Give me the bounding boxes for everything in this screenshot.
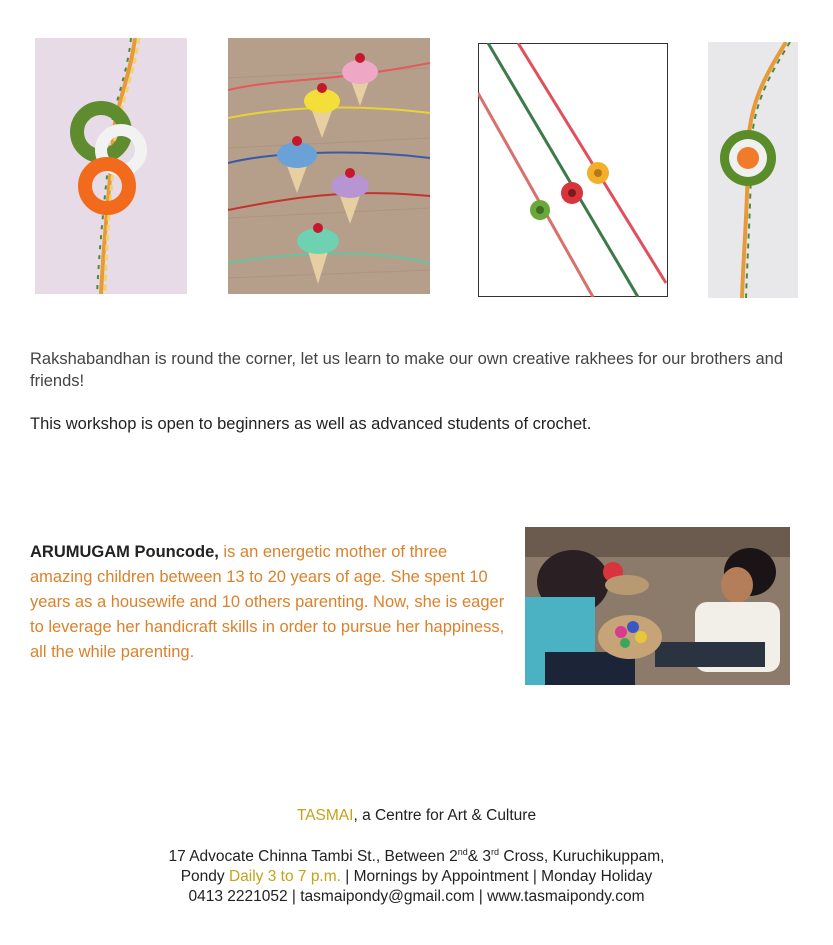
schedule-text: | Mornings by Appointment | Monday Holiday xyxy=(340,868,653,885)
intro-paragraph: Rakshabandhan is round the corner, let us learn to make our own creative rakhees for our brothers and friends! xyxy=(30,350,784,390)
brand-tagline: , a Centre for Art & Culture xyxy=(353,807,537,824)
hours-text: Daily 3 to 7 p.m. xyxy=(228,868,341,885)
photo-flower-rakhees-threads xyxy=(478,43,668,297)
address-text: 17 Advocate Chinna Tambi St., Between 2 xyxy=(168,848,458,865)
instructor-bio-text: is an energetic mother of three amazing children between 13 to 20 years of age. She spent 10 years as a housewife and 10 others parenting. Now, she is eager to leverage her handicraft skills in order to pursue her happiness, all the while parenting. xyxy=(30,543,505,661)
brand-name: TASMAI xyxy=(296,807,354,824)
footer-brand-line xyxy=(0,807,833,825)
audience-paragraph: This workshop is open to beginners as well as advanced students of crochet. xyxy=(30,415,592,433)
photo-workshop-children xyxy=(525,527,790,685)
photo-ice-cream-rakhees xyxy=(228,38,430,294)
ordinal-suffix: nd xyxy=(457,846,468,857)
address-text: & 3 xyxy=(467,848,492,865)
instructor-name: ARUMUGAM Pouncode, xyxy=(30,543,219,561)
address-text: Cross, Kuruchikuppam, xyxy=(499,848,665,865)
footer-schedule xyxy=(0,868,833,886)
instructor-bio xyxy=(30,540,512,665)
city-text: Pondy xyxy=(180,868,229,885)
footer-contact: 0413 2221052 | tasmaipondy@gmail.com | www.tasmaipondy.com xyxy=(188,888,645,905)
photo-tricolour-knot-rakhi xyxy=(35,38,187,294)
ordinal-suffix: rd xyxy=(491,846,500,857)
photo-tricolour-flower-rakhi xyxy=(708,42,798,298)
footer-address xyxy=(0,848,833,866)
